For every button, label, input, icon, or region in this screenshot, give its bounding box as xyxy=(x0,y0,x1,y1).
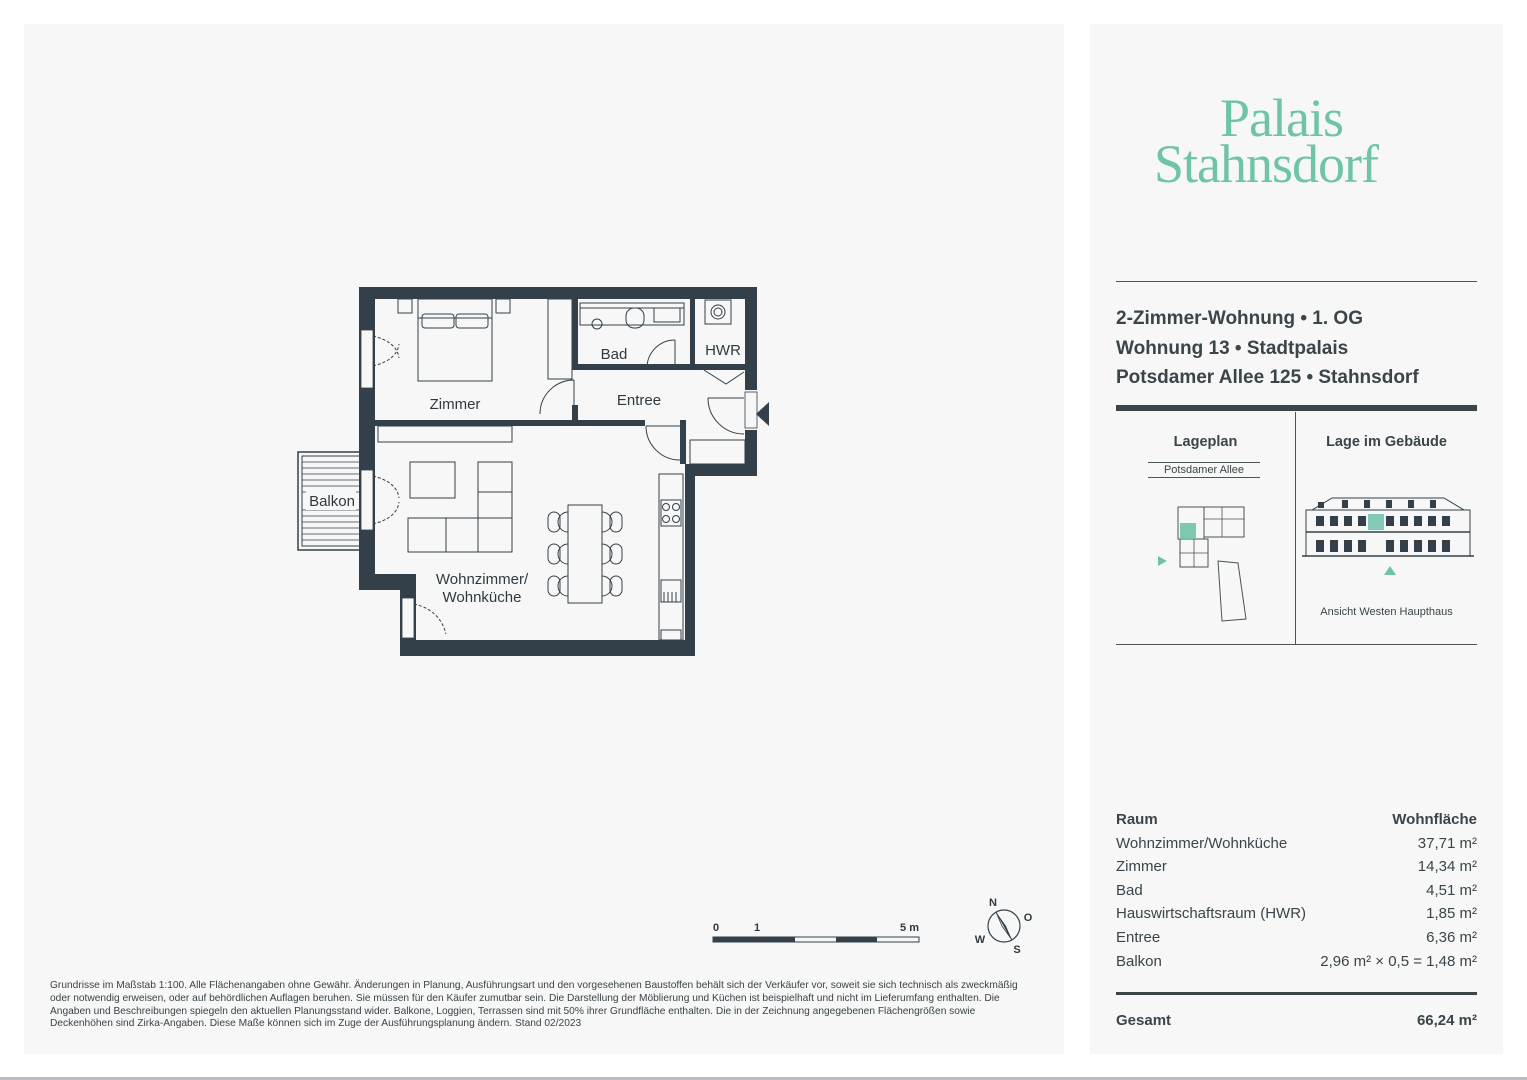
building-elevation-diagram xyxy=(1302,494,1474,576)
site-pointer-icon xyxy=(1158,556,1167,566)
apartment-headline xyxy=(1116,304,1477,393)
scale-tick-0: 0 xyxy=(713,922,720,934)
room-area: 4,51 m² xyxy=(1426,881,1477,899)
room-label-entree: Entree xyxy=(616,392,662,409)
table-row xyxy=(1116,902,1477,926)
total-row xyxy=(1116,1012,1477,1029)
room-name: Wohnzimmer/Wohnküche xyxy=(1116,834,1288,852)
total-value: 66,24 m² xyxy=(1416,1012,1477,1029)
divider-top xyxy=(1116,281,1477,282)
compass-n: N xyxy=(989,897,997,909)
room-area: 14,34 m² xyxy=(1417,858,1477,876)
lage-gebaeude-title: Lage im Gebäude xyxy=(1326,434,1447,450)
room-area: 2,96 m² × 0,5 = 1,48 m² xyxy=(1320,952,1477,970)
room-name: Balkon xyxy=(1116,952,1162,970)
table-row xyxy=(1116,950,1477,974)
lage-gebaeude-caption: Ansicht Westen Haupthaus xyxy=(1320,606,1453,618)
scale-bar xyxy=(713,922,919,942)
disclaimer-text: Grundrisse im Maßstab 1:100. Alle Flächenangaben ohne Gewähr. Änderungen in Planung, Ausführungsart und den vorgesehenen Baustoffen behält sich der Verkäufer vor, soweit sie sich technisch als zweckmäßig oder notwendig erweisen, oder auf behördlichen Auflagen beruhen. Sie müssen für den Käufer zumutbar sein. Die Darstellung der Möblierung und Küchen ist beispielhaft und nicht im Lieferumfang enthalten. Die Angaben und Beschreibungen spiegeln den aktuellen Planungsstand wider. Balkone, Loggien, Terrassen sind mit 50% ihrer Grundfläche enthalten. Die in der Zeichnung angegebenen Flächengrößen sowie Deckenhöhen sind Zirka-Angaben. Diese Maße können sich im Zuge der Ausführungsplanung ändern. Stand 02/2023 xyxy=(50,980,1018,1030)
total-label: Gesamt xyxy=(1116,1012,1172,1029)
scale-tick-1: 1 xyxy=(754,922,761,934)
lageplan-street: Potsdamer Allee xyxy=(1148,462,1260,478)
headline-line-2: Wohnung 13 • Stadtpalais xyxy=(1116,337,1349,359)
headline-line-1: 2-Zimmer-Wohnung • 1. OG xyxy=(1116,308,1363,329)
room-label-bad: Bad xyxy=(600,346,628,363)
room-name: Entree xyxy=(1116,928,1161,946)
compass-s: S xyxy=(1013,944,1021,956)
table-row xyxy=(1116,926,1477,950)
room-label-wohnzimmer: Wohnzimmer/ xyxy=(435,571,529,588)
room-label-zimmer: Zimmer xyxy=(429,396,481,413)
room-label-wohnkueche: Wohnküche xyxy=(442,589,522,606)
room-area: 37,71 m² xyxy=(1417,834,1477,852)
building-pointer-icon xyxy=(1384,566,1396,575)
logo-line-1: Palais xyxy=(1220,88,1343,148)
table-row xyxy=(1116,879,1477,903)
bedroom-furniture xyxy=(398,299,572,381)
table-row xyxy=(1116,855,1477,879)
bathroom-fixtures xyxy=(580,303,684,329)
scale-tick-5: 5 m xyxy=(900,922,919,934)
divider-total xyxy=(1116,992,1477,995)
entrance-arrow-icon xyxy=(756,402,769,426)
washer-fixture xyxy=(705,300,731,324)
room-area: 1,85 m² xyxy=(1426,905,1477,923)
room-name: Hauswirtschaftsraum (HWR) xyxy=(1116,905,1307,923)
brand-logo xyxy=(1150,88,1450,194)
room-name: Bad xyxy=(1116,881,1143,899)
room-name: Zimmer xyxy=(1116,858,1167,876)
logo-line-2: Stahnsdorf xyxy=(1154,134,1378,194)
table-head-room: Raum xyxy=(1116,811,1158,828)
table-head-area: Wohnfläche xyxy=(1392,811,1477,828)
site-plan-diagram xyxy=(1150,495,1260,630)
compass-w: W xyxy=(974,934,986,946)
room-label-hwr: HWR xyxy=(705,342,741,359)
room-label-balkon: Balkon xyxy=(309,493,355,510)
room-area: 6,36 m² xyxy=(1426,928,1477,946)
kitchen-counter xyxy=(659,474,683,640)
lageplan-title: Lageplan xyxy=(1173,434,1238,450)
divider-thick xyxy=(1116,405,1477,411)
table-header xyxy=(1116,808,1477,832)
compass-icon xyxy=(975,897,1033,956)
table-row xyxy=(1116,832,1477,856)
area-table xyxy=(1116,808,1477,973)
outer-walls xyxy=(359,287,757,656)
headline-line-3: Potsdamer Allee 125 • Stahnsdorf xyxy=(1116,367,1419,388)
compass-o: O xyxy=(1023,912,1033,924)
divider-mini-bottom xyxy=(1116,644,1477,645)
